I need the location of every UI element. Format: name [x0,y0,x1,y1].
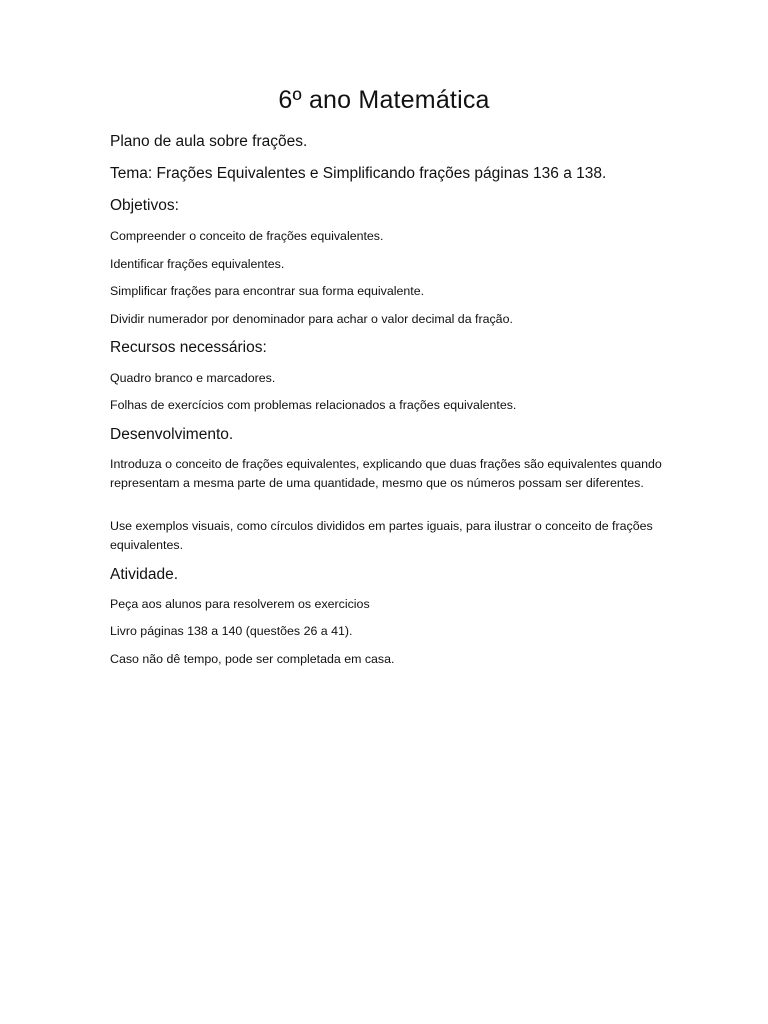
development-heading: Desenvolvimento. [110,426,234,443]
activity-item: Caso não dê tempo, pode ser completada em casa. [110,652,395,666]
lesson-theme: Tema: Frações Equivalentes e Simplificando frações páginas 136 a 138. [110,165,607,182]
objective-item: Dividir numerador por denominador para achar o valor decimal da fração. [110,312,513,326]
resource-item: Folhas de exercícios com problemas relacionados a frações equivalentes. [110,398,517,412]
resources-heading: Recursos necessários: [110,339,267,356]
development-paragraph: Introduza o conceito de frações equivalentes, explicando que duas frações são equivalentes quando representam a mesma parte de uma quantidade, mesmo que os números possam ser diferentes. [110,457,662,490]
activity-item: Livro páginas 138 a 140 (questões 26 a 41). [110,624,353,638]
lesson-plan-subtitle: Plano de aula sobre frações. [110,133,308,150]
activity-item: Peça aos alunos para resolverem os exercicios [110,597,370,611]
development-paragraph: Use exemplos visuais, como círculos divididos em partes iguais, para ilustrar o conceito de frações equivalentes. [110,519,653,552]
objectives-heading: Objetivos: [110,197,179,214]
activity-heading: Atividade. [110,566,179,583]
page-title: 6º ano Matemática [278,86,490,114]
objective-item: Simplificar frações para encontrar sua forma equivalente. [110,284,425,298]
objective-item: Identificar frações equivalentes. [110,257,285,271]
objective-item: Compreender o conceito de frações equivalentes. [110,229,384,243]
resource-item: Quadro branco e marcadores. [110,371,276,385]
